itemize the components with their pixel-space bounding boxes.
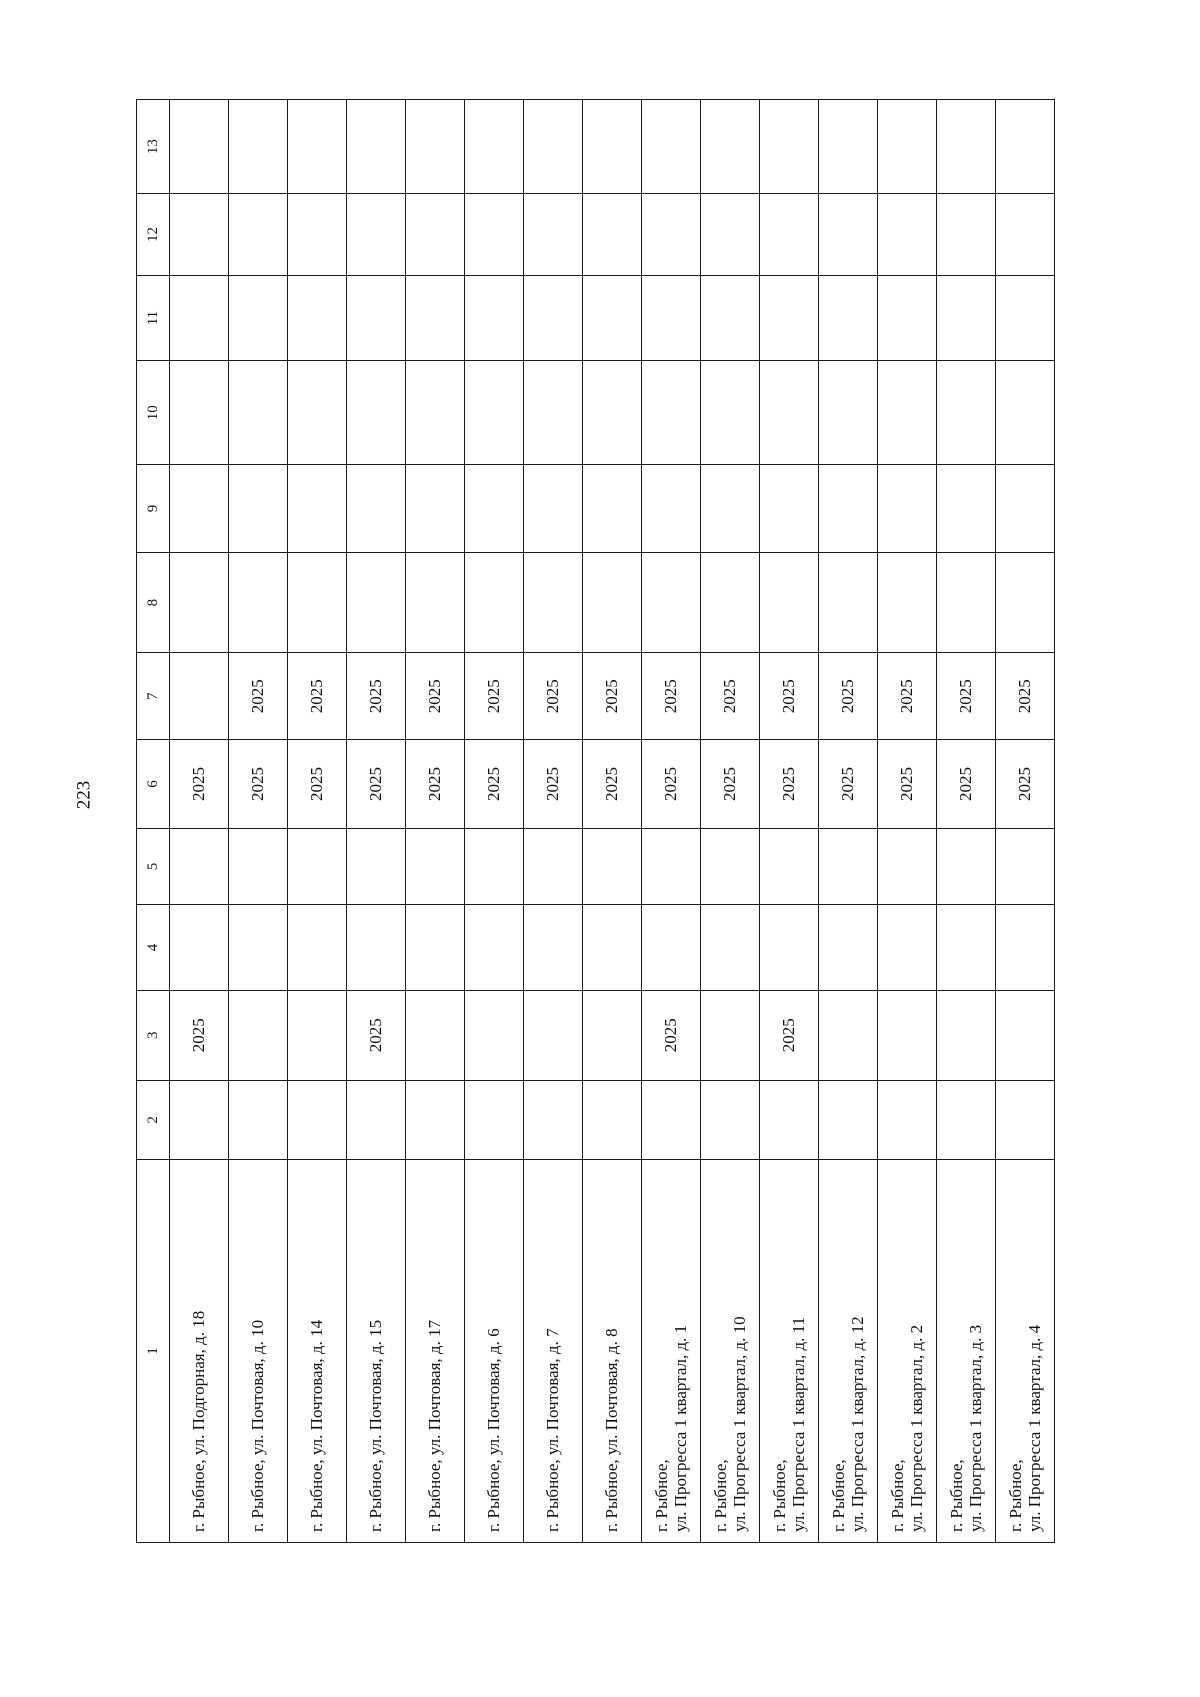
col-9-cell [170,465,229,553]
col-10-cell [170,361,229,465]
address-line: г. Рыбное, ул. Почтовая, д. 8 [602,1328,622,1532]
col-12-cell [583,194,642,275]
col-12-cell [642,194,701,275]
col-11-cell [288,275,347,361]
header-cell: 2 [137,1080,170,1159]
col-3-cell [229,990,288,1080]
col-5-cell [229,828,288,904]
col-13-cell [229,100,288,194]
col-8-cell [583,552,642,653]
col-10-cell [288,361,347,465]
col-7-cell: 2025 [583,653,642,740]
address-line: г. Рыбное, ул. Почтовая, д. 7 [543,1328,563,1532]
col-12-cell [760,194,819,275]
address-line: г. Рыбное, [1005,1459,1025,1532]
address-line: г. Рыбное, [828,1459,848,1532]
col-7-cell: 2025 [760,653,819,740]
col-9-cell [524,465,583,553]
table-row [996,100,1055,1543]
col-4-cell [524,905,583,991]
col-5-cell [878,828,937,904]
col-5-cell [347,828,406,904]
col-6-cell: 2025 [996,740,1055,829]
address-line: ул. Прогресса 1 квартал, д. 1 [671,1324,690,1532]
table-row [583,100,642,1543]
address-cell [937,1160,996,1543]
col-5-cell [406,828,465,904]
address-cell [701,1160,760,1543]
col-4-cell [878,905,937,991]
col-5-cell [465,828,524,904]
col-7-cell: 2025 [347,653,406,740]
col-13-cell [583,100,642,194]
col-9-cell [347,465,406,553]
col-12-cell [288,194,347,275]
col-8-cell [701,552,760,653]
address-line: ул. Прогресса 1 квартал, д. 3 [966,1324,985,1532]
col-4-cell [937,905,996,991]
col-13-cell [760,100,819,194]
col-5-cell [170,828,229,904]
address-line: ул. Прогресса 1 квартал, д. 4 [1025,1324,1044,1532]
col-3-cell: 2025 [642,990,701,1080]
address-cell [642,1160,701,1543]
table-row [524,100,583,1543]
col-11-cell [406,275,465,361]
col-13-cell [937,100,996,194]
col-8-cell [819,552,878,653]
col-13-cell [642,100,701,194]
table-row [406,100,465,1543]
col-9-cell [878,465,937,553]
col-8-cell [878,552,937,653]
col-2-cell [465,1080,524,1159]
col-2-cell [288,1080,347,1159]
address-line: г. Рыбное, [651,1459,671,1532]
col-13-cell [701,100,760,194]
header-cell: 8 [137,552,170,653]
col-3-cell [583,990,642,1080]
address-line: ул. Прогресса 1 квартал, д. 11 [789,1316,808,1532]
col-10-cell [701,361,760,465]
col-10-cell [819,361,878,465]
col-4-cell [406,905,465,991]
col-4-cell [347,905,406,991]
col-2-cell [229,1080,288,1159]
col-4-cell [819,905,878,991]
rotated-table-container [136,99,1048,1543]
table-row [229,100,288,1543]
col-11-cell [465,275,524,361]
col-6-cell: 2025 [524,740,583,829]
address-cell [288,1160,347,1543]
col-12-cell [878,194,937,275]
col-11-cell [878,275,937,361]
col-13-cell [288,100,347,194]
table-row [878,100,937,1543]
address-cell [406,1160,465,1543]
col-11-cell [996,275,1055,361]
address-line: г. Рыбное, [769,1459,789,1532]
table-row [170,100,229,1543]
col-5-cell [701,828,760,904]
col-8-cell [288,552,347,653]
col-13-cell [878,100,937,194]
address-cell [878,1160,937,1543]
col-2-cell [642,1080,701,1159]
col-9-cell [937,465,996,553]
col-12-cell [937,194,996,275]
col-8-cell [996,552,1055,653]
col-4-cell [760,905,819,991]
header-cell: 4 [137,905,170,991]
col-2-cell [170,1080,229,1159]
col-3-cell [465,990,524,1080]
col-6-cell: 2025 [288,740,347,829]
col-4-cell [288,905,347,991]
col-13-cell [996,100,1055,194]
col-6-cell: 2025 [937,740,996,829]
table-row [701,100,760,1543]
col-11-cell [819,275,878,361]
col-7-cell [170,653,229,740]
table-row [819,100,878,1543]
address-cell [465,1160,524,1543]
col-11-cell [524,275,583,361]
col-3-cell [288,990,347,1080]
col-13-cell [819,100,878,194]
col-2-cell [760,1080,819,1159]
address-cell [583,1160,642,1543]
col-7-cell: 2025 [524,653,583,740]
col-2-cell [524,1080,583,1159]
col-11-cell [170,275,229,361]
col-7-cell: 2025 [406,653,465,740]
col-3-cell [937,990,996,1080]
address-line: г. Рыбное, ул. Почтовая, д. 17 [425,1319,445,1532]
address-cell [819,1160,878,1543]
address-cell [996,1160,1055,1543]
header-cell: 3 [137,990,170,1080]
col-4-cell [701,905,760,991]
address-cell [524,1160,583,1543]
col-7-cell: 2025 [229,653,288,740]
col-11-cell [642,275,701,361]
col-5-cell [288,828,347,904]
table-row [465,100,524,1543]
col-7-cell: 2025 [878,653,937,740]
table-row [937,100,996,1543]
col-3-cell: 2025 [347,990,406,1080]
header-cell: 5 [137,828,170,904]
header-cell: 1 [137,1160,170,1543]
col-12-cell [406,194,465,275]
col-11-cell [937,275,996,361]
col-8-cell [465,552,524,653]
col-2-cell [701,1080,760,1159]
address-cell [760,1160,819,1543]
col-7-cell: 2025 [996,653,1055,740]
col-13-cell [524,100,583,194]
table-row [642,100,701,1543]
col-12-cell [996,194,1055,275]
header-cell: 10 [137,361,170,465]
header-cell: 9 [137,465,170,553]
header-cell: 13 [137,100,170,194]
table-row [347,100,406,1543]
col-7-cell: 2025 [465,653,524,740]
col-6-cell: 2025 [229,740,288,829]
col-11-cell [760,275,819,361]
header-cell: 12 [137,194,170,275]
col-6-cell: 2025 [701,740,760,829]
col-12-cell [170,194,229,275]
col-3-cell: 2025 [170,990,229,1080]
col-8-cell [170,552,229,653]
col-9-cell [465,465,524,553]
col-6-cell: 2025 [406,740,465,829]
col-9-cell [701,465,760,553]
col-4-cell [170,905,229,991]
address-line: ул. Прогресса 1 квартал, д. 10 [730,1316,749,1532]
table-row [288,100,347,1543]
col-2-cell [406,1080,465,1159]
header-row [137,100,170,1543]
col-2-cell [819,1080,878,1159]
col-2-cell [878,1080,937,1159]
col-12-cell [347,194,406,275]
col-6-cell: 2025 [819,740,878,829]
col-4-cell [642,905,701,991]
col-10-cell [347,361,406,465]
col-6-cell: 2025 [465,740,524,829]
col-2-cell [996,1080,1055,1159]
col-3-cell [701,990,760,1080]
col-2-cell [347,1080,406,1159]
col-13-cell [347,100,406,194]
col-8-cell [642,552,701,653]
col-10-cell [760,361,819,465]
col-9-cell [406,465,465,553]
address-line: г. Рыбное, ул. Почтовая, д. 15 [366,1319,386,1532]
col-5-cell [524,828,583,904]
col-9-cell [229,465,288,553]
col-4-cell [465,905,524,991]
address-cell [170,1160,229,1543]
col-11-cell [347,275,406,361]
address-line: г. Рыбное, ул. Почтовая, д. 10 [248,1319,268,1532]
col-10-cell [996,361,1055,465]
col-6-cell: 2025 [760,740,819,829]
col-10-cell [524,361,583,465]
col-4-cell [229,905,288,991]
col-5-cell [583,828,642,904]
header-cell: 11 [137,275,170,361]
col-7-cell: 2025 [937,653,996,740]
col-3-cell [996,990,1055,1080]
col-12-cell [701,194,760,275]
col-3-cell [406,990,465,1080]
address-line: г. Рыбное, [946,1459,966,1532]
col-3-cell: 2025 [760,990,819,1080]
col-6-cell: 2025 [170,740,229,829]
col-5-cell [819,828,878,904]
col-12-cell [819,194,878,275]
col-5-cell [996,828,1055,904]
col-9-cell [288,465,347,553]
col-10-cell [406,361,465,465]
col-12-cell [229,194,288,275]
address-line: г. Рыбное, ул. Почтовая, д. 6 [484,1328,504,1532]
col-6-cell: 2025 [642,740,701,829]
col-4-cell [583,905,642,991]
col-9-cell [642,465,701,553]
col-9-cell [583,465,642,553]
col-10-cell [465,361,524,465]
col-6-cell: 2025 [347,740,406,829]
col-10-cell [937,361,996,465]
col-2-cell [583,1080,642,1159]
col-5-cell [760,828,819,904]
data-table [136,99,1055,1543]
col-7-cell: 2025 [288,653,347,740]
address-line: ул. Прогресса 1 квартал, д. 12 [848,1316,867,1532]
col-3-cell [819,990,878,1080]
col-12-cell [465,194,524,275]
address-line: г. Рыбное, ул. Подгорная, д. 18 [189,1310,209,1532]
col-5-cell [642,828,701,904]
col-11-cell [701,275,760,361]
col-10-cell [229,361,288,465]
address-line: г. Рыбное, ул. Почтовая, д. 14 [307,1319,327,1532]
address-line: ул. Прогресса 1 квартал, д. 2 [907,1324,926,1532]
col-9-cell [819,465,878,553]
col-6-cell: 2025 [878,740,937,829]
col-11-cell [583,275,642,361]
col-7-cell: 2025 [642,653,701,740]
col-4-cell [996,905,1055,991]
header-cell: 7 [137,653,170,740]
col-8-cell [524,552,583,653]
col-9-cell [996,465,1055,553]
page-number: 223 [73,780,95,810]
address-cell [229,1160,288,1543]
col-11-cell [229,275,288,361]
col-8-cell [347,552,406,653]
col-3-cell [878,990,937,1080]
col-2-cell [937,1080,996,1159]
col-13-cell [170,100,229,194]
col-10-cell [583,361,642,465]
col-8-cell [406,552,465,653]
table-row [760,100,819,1543]
col-10-cell [878,361,937,465]
col-9-cell [760,465,819,553]
col-7-cell: 2025 [819,653,878,740]
col-8-cell [229,552,288,653]
col-7-cell: 2025 [701,653,760,740]
table-body [137,100,1055,1543]
col-3-cell [524,990,583,1080]
address-line: г. Рыбное, [710,1459,730,1532]
col-13-cell [406,100,465,194]
address-line: г. Рыбное, [887,1459,907,1532]
col-8-cell [937,552,996,653]
col-12-cell [524,194,583,275]
col-8-cell [760,552,819,653]
col-10-cell [642,361,701,465]
col-6-cell: 2025 [583,740,642,829]
col-5-cell [937,828,996,904]
header-cell: 6 [137,740,170,829]
address-cell [347,1160,406,1543]
col-13-cell [465,100,524,194]
